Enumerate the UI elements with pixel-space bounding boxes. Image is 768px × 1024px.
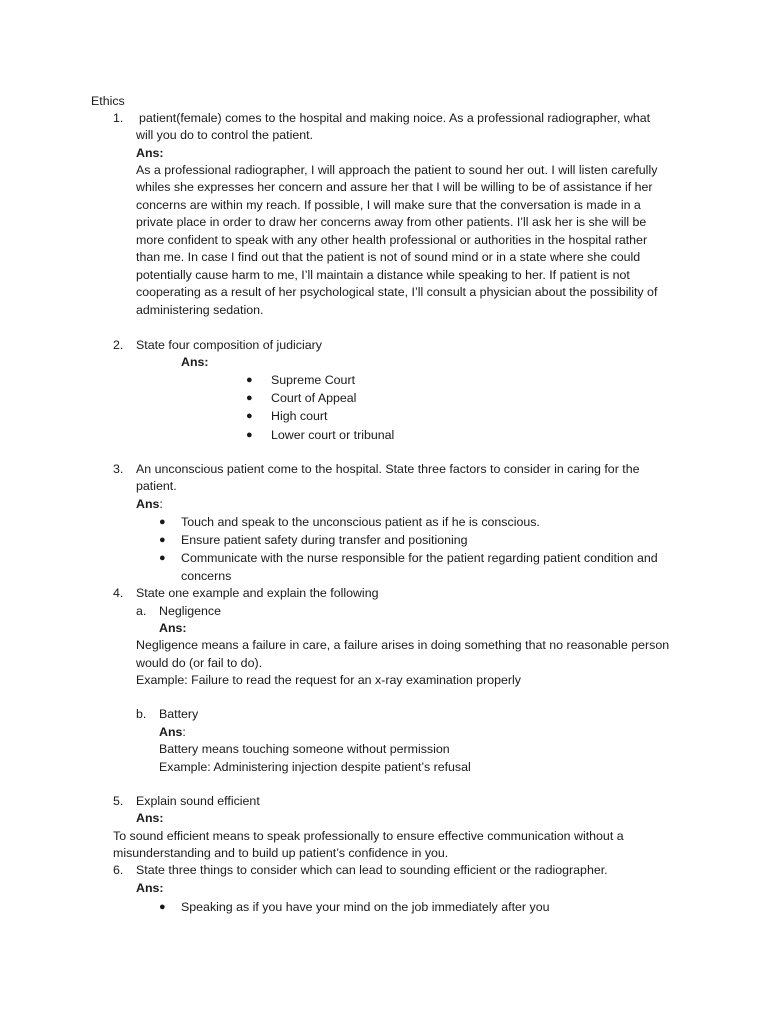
question-text: State three things to consider which can lead to sounding efficient or the radiographer. (136, 863, 608, 877)
list-item: Lower court or tribunal (271, 428, 395, 442)
answer-line: private place in order to draw her concerns away from other patients. I’ll ask her is she will be (136, 215, 647, 229)
list-item-continuation: concerns (181, 569, 232, 583)
bullet-icon: ● (246, 429, 253, 441)
answer-line: Battery means touching someone without permission (159, 742, 450, 756)
answer-line: Example: Administering injection despite patient’s refusal (159, 760, 471, 774)
question-number: 4. (113, 586, 124, 600)
answer-line: cooperating as a result of her psychological state, I’ll consult a physician about the possibility of (136, 285, 658, 299)
subquestion-letter: b. (136, 707, 147, 721)
answer-line: more confident to speak with any other health professional or authorities in the hospital rather (136, 233, 648, 247)
answer-label: Ans: (159, 725, 186, 739)
answer-label: Ans: (136, 881, 164, 895)
list-item: High court (271, 409, 328, 423)
bullet-icon: ● (159, 552, 166, 564)
page-title: Ethics (91, 94, 125, 108)
answer-label: Ans: (136, 811, 164, 825)
answer-line: whiles she expresses her concern and assure her that I will be willing to be of assistance if her (136, 180, 653, 194)
question-text: State one example and explain the following (136, 586, 379, 600)
question-text: An unconscious patient come to the hospital. State three factors to consider in caring for the (136, 462, 640, 476)
question-number: 3. (113, 462, 124, 476)
subquestion-letter: a. (136, 604, 147, 618)
bullet-icon: ● (159, 534, 166, 546)
answer-line: Example: Failure to read the request for an x-ray examination properly (136, 673, 521, 687)
list-item: Speaking as if you have your mind on the job immediately after you (181, 900, 550, 914)
list-item: Supreme Court (271, 373, 356, 387)
list-item: Communicate with the nurse responsible for the patient regarding patient condition and (181, 551, 658, 565)
question-text: State four composition of judiciary (136, 338, 322, 352)
list-item: Ensure patient safety during transfer and positioning (181, 533, 468, 547)
question-number: 2. (113, 338, 124, 352)
subquestion-title: Negligence (159, 604, 221, 618)
answer-line: Negligence means a failure in care, a failure arises in doing something that no reasonable person (136, 638, 670, 652)
subquestion-title: Battery (159, 707, 199, 721)
answer-line: potentially cause harm to me, I’ll maintain a distance while speaking to her. If patient is not (136, 268, 630, 282)
answer-label: Ans: (136, 146, 164, 160)
bullet-icon: ● (246, 374, 253, 386)
question-text: patient. (136, 479, 177, 493)
list-item: Touch and speak to the unconscious patient as if he is conscious. (181, 515, 540, 529)
answer-line: misunderstanding and to build up patient’s confidence in you. (113, 846, 449, 860)
answer-line: As a professional radiographer, I will approach the patient to sound her out. I will listen carefully (136, 163, 658, 177)
question-text: Explain sound efficient (136, 794, 260, 808)
question-number: 6. (113, 863, 124, 877)
answer-line: would do (or fail to do). (136, 656, 263, 670)
bullet-icon: ● (159, 516, 166, 528)
bullet-icon: ● (246, 392, 253, 404)
list-item: Court of Appeal (271, 391, 357, 405)
answer-line: concerns are within my reach. If possible, I will make sure that the conversation is made in a (136, 198, 641, 212)
answer-label: Ans: (181, 355, 209, 369)
question-number: 5. (113, 794, 124, 808)
bullet-icon: ● (159, 901, 166, 913)
question-text: patient(female) comes to the hospital and making noice. As a professional radiographer, what (139, 111, 651, 125)
answer-label: Ans: (136, 497, 163, 511)
answer-label: Ans: (159, 621, 187, 635)
answer-line: than me. In case I find out that the patient is not of sound mind or in a state where she could (136, 250, 641, 264)
answer-line: administering sedation. (136, 303, 264, 317)
question-text: will you do to control the patient. (136, 128, 314, 142)
question-number: 1. (113, 111, 124, 125)
bullet-icon: ● (246, 410, 253, 422)
answer-line: To sound efficient means to speak professionally to ensure effective communication without a (113, 829, 624, 843)
